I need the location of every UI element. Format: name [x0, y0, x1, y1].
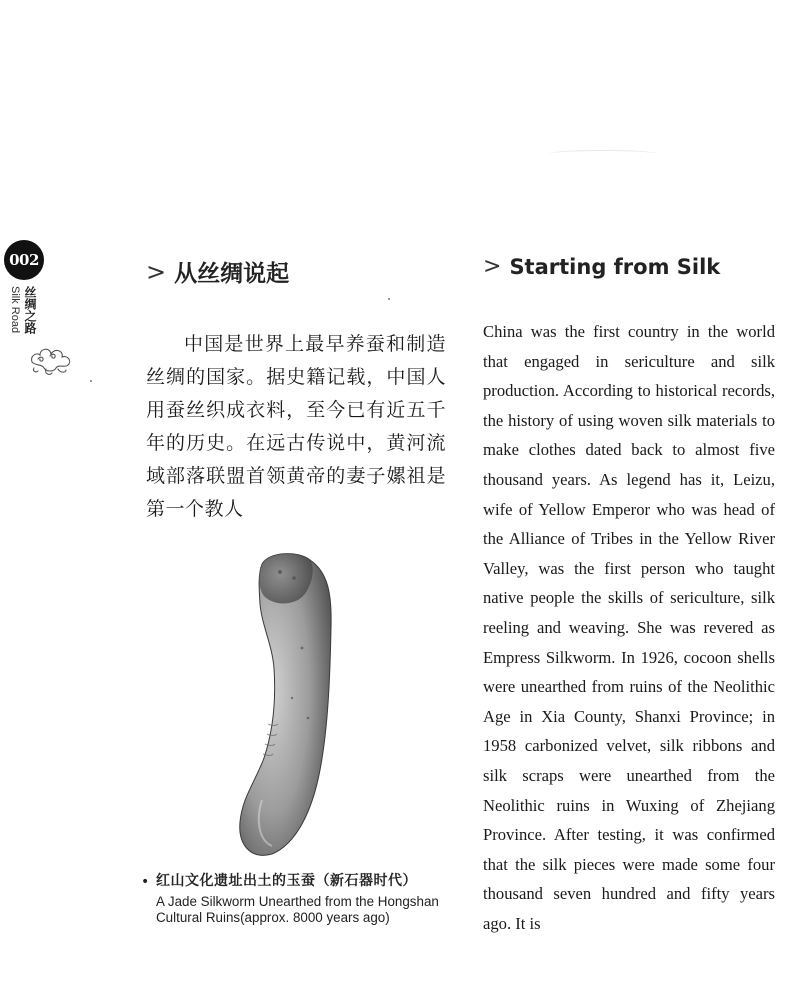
heading-marker-zh: >	[146, 257, 167, 286]
heading-marker-en: >	[483, 254, 502, 279]
page-number-badge	[4, 240, 44, 280]
section-heading-en	[483, 254, 720, 279]
caption-zh: 红山文化遗址出土的玉蚕（新石器时代）	[156, 873, 417, 889]
heading-text-en: Starting from Silk	[509, 254, 721, 279]
running-title-zh: 丝绸之路	[23, 286, 37, 334]
body-text-en: China was the first country in the world that engaged in sericulture and silk production. According to historical records, the history of using woven silk materials to make clothes dated back to almost five thousand years. As legend has it, Leizu, wife of Yellow Emperor who was head of the Alliance of Tribes in the Yellow River Valley, was the first person who taught native people the skills of sericulture, silk reeling and weaving. She was revered as Empress Silkworm. In 1926, cocoon shells were unearthed from ruins of the Neolithic Age in Xia County, Shanxi Province; in 1958 carbonized velvet, silk ribbons and silk scraps were unearthed from the Neolithic ruins in Wuxing of Zhejiang Province. After testing, it was confirmed that the silk pieces were made some four thousand seven hundred and fifty years ago. It is	[483, 322, 775, 933]
speck	[90, 380, 92, 382]
heading-text-zh: 从丝绸说起	[174, 261, 290, 287]
paper-sheen	[548, 150, 658, 158]
speck	[388, 298, 390, 300]
jade-silkworm-image	[232, 548, 352, 860]
bullet-icon: •	[141, 874, 150, 890]
body-text-zh: 中国是世界上最早养蚕和制造丝绸的国家。据史籍记载，中国人用蚕丝织成衣料，至今已有近五千年的历史。在远古传说中，黄河流域部落联盟首领黄帝的妻子嫘祖是第一个教人	[146, 333, 446, 520]
cloud-ornament-icon	[28, 342, 76, 378]
section-heading-zh	[146, 255, 289, 288]
page-number: 002	[9, 251, 39, 269]
caption-en: A Jade Silkworm Unearthed from the Hongshan Cultural Ruins(approx. 8000 years ago)	[156, 894, 439, 925]
running-title-en: Silk Road	[9, 286, 21, 334]
